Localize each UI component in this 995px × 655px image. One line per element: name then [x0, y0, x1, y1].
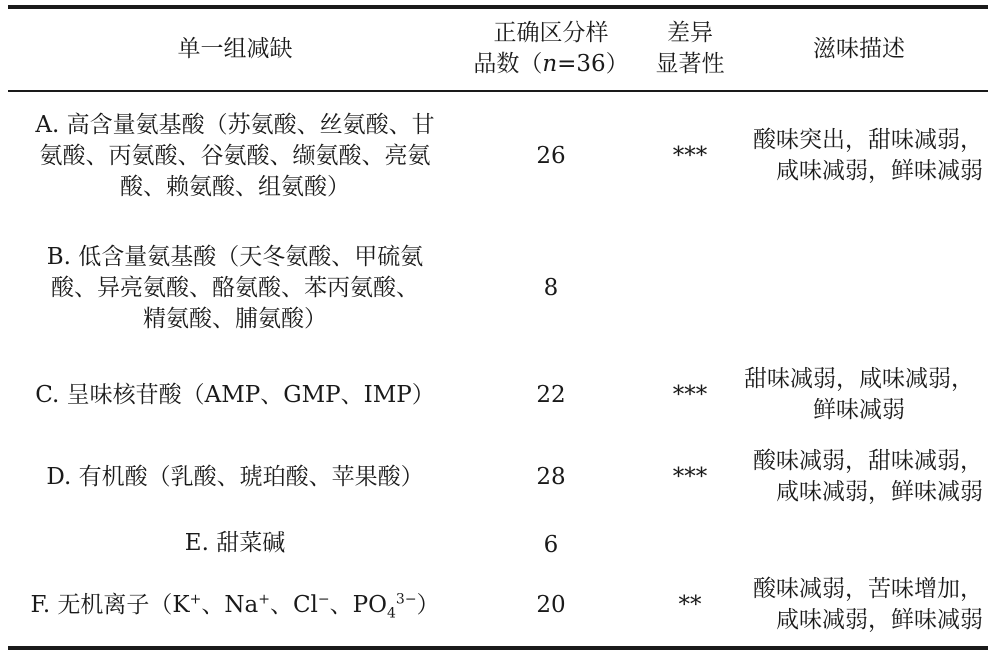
row-a-taste: 酸味突出，甜味减弱， 咸味减弱，鲜味减弱: [753, 127, 983, 184]
row-d-group: D. 有机酸（乳酸、琥珀酸、苹果酸）: [46, 463, 424, 490]
row-b-count: 8: [543, 274, 559, 301]
row-b-group: B. 低含量氨基酸（天冬氨酸、甲硫氨 酸、异亮氨酸、酪氨酸、苯丙氨酸、 精氨酸、脯氨酸）: [46, 243, 424, 332]
row-d-count: 28: [536, 463, 566, 490]
row-a-group: A. 高含量氨基酸（苏氨酸、丝氨酸、甘 氨酸、丙氨酸、谷氨酸、缬氨酸、亮氨 酸、赖氨酸、组氨酸）: [35, 111, 435, 200]
row-d-significance: ***: [672, 463, 708, 490]
header-taste: 滋味描述: [813, 35, 905, 62]
row-a-count: 26: [536, 142, 566, 169]
row-c-count: 22: [536, 381, 566, 408]
row-a-significance: ***: [672, 142, 708, 169]
header-significance: 差异 显著性: [655, 20, 725, 77]
header-count: 正确区分样 品数（n=36）: [473, 20, 629, 77]
row-e-count: 6: [543, 531, 559, 558]
row-b-significance: [640, 240, 740, 336]
row-c-group: C. 呈味核苷酸（AMP、GMP、IMP）: [35, 381, 435, 408]
header-group: 单一组减缺: [177, 35, 293, 62]
row-f-group: F. 无机离子（K+、Na+、Cl−、$PO_4^{3-}$）: [30, 590, 440, 622]
table-top-rule: [8, 5, 988, 9]
table-header-rule: [8, 90, 988, 92]
row-d-taste: 酸味减弱，甜味减弱， 咸味减弱，鲜味减弱: [753, 448, 983, 505]
row-f-count: 20: [536, 591, 566, 618]
row-c-significance: ***: [672, 381, 708, 408]
row-c-taste: 甜味减弱，咸味减弱， 鲜味减弱: [744, 366, 974, 423]
row-e-group: E. 甜菜碱: [184, 529, 286, 556]
row-f-significance: **: [678, 591, 702, 618]
row-f-taste: 酸味减弱，苦味增加， 咸味减弱，鲜味减弱: [753, 576, 983, 633]
table-bottom-rule: [8, 646, 988, 650]
